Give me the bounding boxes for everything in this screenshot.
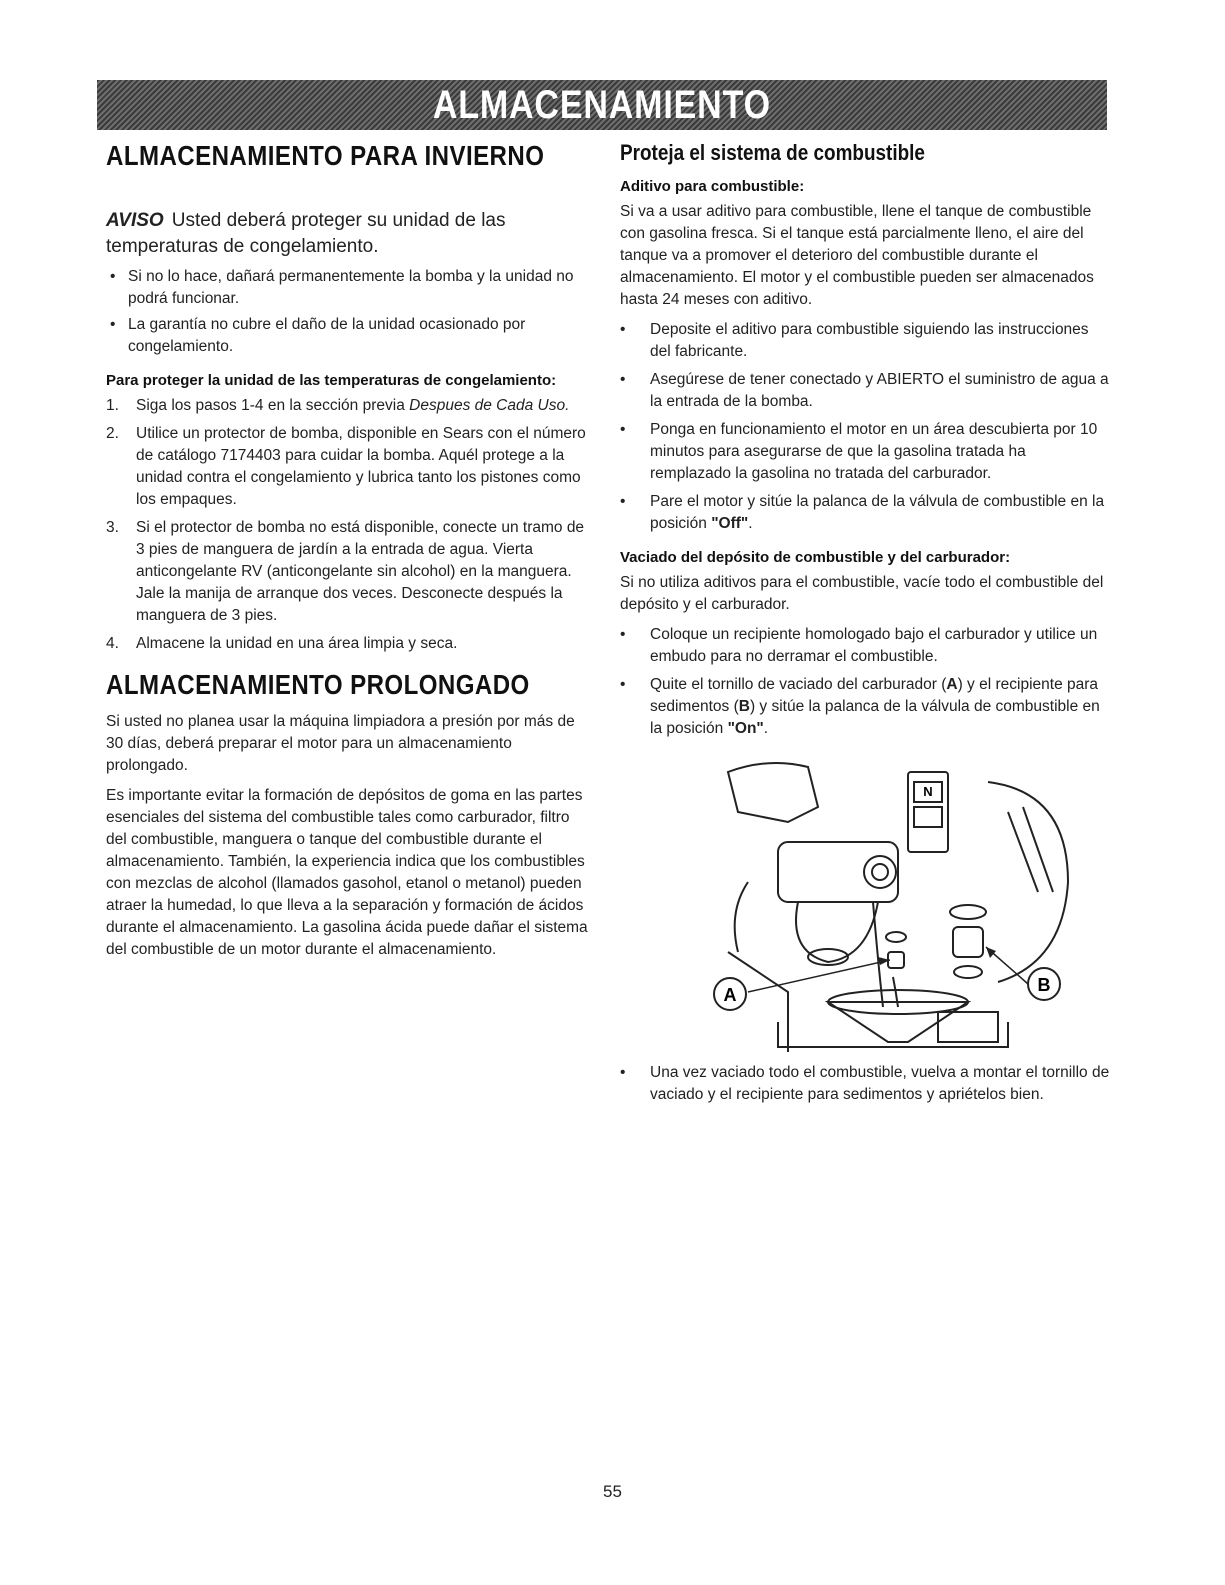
callout-b: B bbox=[1037, 975, 1051, 995]
extended-storage-para-1: Si usted no planea usar la máquina limpiadora a presión por más de 30 días, deberá preparar el motor para un almacenamiento prolongado. bbox=[106, 713, 575, 774]
section-reference: Despues de Cada Uso. bbox=[409, 397, 570, 414]
fuel-additive-subheading: Aditivo para combustible: bbox=[620, 178, 805, 195]
list-item: • Pare el motor y sitúe la palanca de la válvula de combustible en la posición "Off". bbox=[620, 493, 1105, 532]
list-item: 2. Utilice un protector de bomba, disponible en Sears con el número de catálogo 7174403 para cuidar la bomba. Aquél protege a la unidad contra el congelamiento y lubrica tanto los pistones como los empaques. bbox=[106, 425, 586, 508]
callout-a: A bbox=[723, 985, 737, 1005]
notice-tag: AVISO bbox=[106, 210, 164, 231]
list-item: • Una vez vaciado todo el combustible, vuelva a montar el tornillo de vaciado y el recipiente para sedimentos y apriételos bien. bbox=[620, 1064, 1110, 1103]
left-column bbox=[106, 140, 592, 969]
notice-bullets bbox=[106, 266, 592, 358]
right-column bbox=[620, 140, 1110, 1112]
drain-subheading: Vaciado del depósito de combustible y del carburador: bbox=[620, 549, 1011, 566]
off-position: "Off" bbox=[711, 515, 749, 532]
freeze-protection-subheading: Para proteger la unidad de las temperaturas de congelamiento: bbox=[106, 372, 557, 389]
extended-storage-para-2: Es importante evitar la formación de depósitos de goma en las partes esenciales del sistema del combustible tales como carburador, filtro del combustible, manguera o tanque del combustible durante el almacenamiento. También, la experiencia indica que los combustibles con mezclas de alcohol (llamados gasohol, etanol o metanol) pueden atraer la humedad, lo que lleva a la separación y formación de ácidos durante el almacenamiento. La gasolina ácida puede dañar el sistema del combustible de un motor durante el almacenamiento. bbox=[106, 787, 588, 958]
list-item: 1. Siga los pasos 1-4 en la sección previa Despues de Cada Uso. bbox=[106, 397, 570, 414]
fuel-additive-para: Si va a usar aditivo para combustible, llene el tanque de combustible con gasolina fresca. Si el tanque está parcialmente lleno, el aire del tanque va a promover el deterioro del combustible durante el almacenamiento. El motor y el combustible pueden ser almacenados hasta 24 meses con aditivo. bbox=[620, 203, 1094, 308]
freeze-steps bbox=[106, 395, 592, 655]
banner-title: ALMACENAMIENTO bbox=[432, 82, 772, 127]
notice-text: Usted deberá proteger su unidad de las temperaturas de congelamiento. bbox=[106, 210, 506, 257]
drain-para: Si no utiliza aditivos para el combustible, vacíe todo el combustible del depósito y el carburador. bbox=[620, 574, 1104, 613]
list-item: • Si no lo hace, dañará permanentemente la bomba y la unidad no podrá funcionar. bbox=[110, 268, 574, 307]
final-bullets bbox=[620, 1062, 1110, 1106]
notice bbox=[106, 208, 592, 260]
extended-storage-heading: ALMACENAMIENTO PROLONGADO bbox=[106, 669, 530, 700]
fuel-additive-bullets bbox=[620, 319, 1110, 535]
list-item: • Ponga en funcionamiento el motor en un área descubierta por 10 minutos para asegurarse de que la gasolina tratada ha remplazado la gasolina no tratada del carburador. bbox=[620, 421, 1098, 482]
section-banner bbox=[97, 80, 1107, 130]
on-position: "On" bbox=[727, 720, 764, 737]
list-item: • Coloque un recipiente homologado bajo el carburador y utilice un embudo para no derramar el combustible. bbox=[620, 626, 1098, 665]
list-item: 3. Si el protector de bomba no está disponible, conecte un tramo de 3 pies de manguera de jardín a la entrada de agua. Vierta anticongelante RV (anticongelante sin alcohol) en la manguera. Jale la manija de arranque dos veces. Desconecte después la manguera de 3 pies. bbox=[106, 519, 585, 624]
fuel-system-heading: Proteja el sistema de combustible bbox=[620, 140, 925, 165]
carburetor-drain-illustration bbox=[668, 752, 1078, 1052]
list-item: 4. Almacene la unidad en una área limpia y seca. bbox=[106, 635, 458, 652]
list-item: • Asegúrese de tener conectado y ABIERTO el suministro de agua a la entrada de la bomba. bbox=[620, 371, 1109, 410]
page-number: 55 bbox=[603, 1482, 622, 1501]
arrow-b-head bbox=[986, 947, 996, 958]
list-item: • La garantía no cubre el daño de la unidad ocasionado por congelamiento. bbox=[110, 316, 526, 355]
winter-storage-heading: ALMACENAMIENTO PARA INVIERNO bbox=[106, 140, 545, 171]
valve-label: N bbox=[923, 784, 933, 799]
list-item: • Deposite el aditivo para combustible siguiendo las instrucciones del fabricante. bbox=[620, 321, 1089, 360]
list-item: • Quite el tornillo de vaciado del carburador (A) y el recipiente para sedimentos (B) y sitúe la palanca de la válvula de combustible en la posición "On". bbox=[620, 676, 1100, 737]
drain-bullets bbox=[620, 624, 1110, 740]
